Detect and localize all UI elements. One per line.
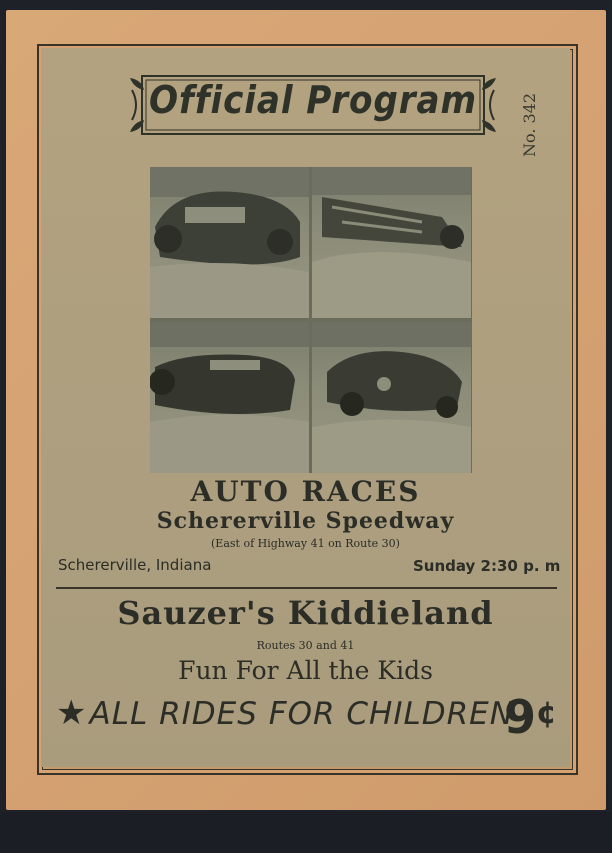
race-car-photo-2 xyxy=(312,167,471,318)
ad-offer-text: ALL RIDES FOR CHILDREN xyxy=(89,696,514,732)
ad-offer xyxy=(56,693,514,733)
event-city: Schererville, Indiana xyxy=(58,556,212,574)
event-time: Sunday 2:30 p. m xyxy=(413,557,561,575)
event-heading: AUTO RACES xyxy=(190,475,421,508)
ad-tagline: Fun For All the Kids xyxy=(178,656,433,685)
serial-number: No. 342 xyxy=(520,92,539,158)
photo-grid xyxy=(150,167,472,473)
venue-directions: (East of Highway 41 on Route 30) xyxy=(211,537,400,550)
program-title: Official Program xyxy=(148,78,478,122)
ad-location: Routes 30 and 41 xyxy=(256,639,355,652)
ad-price-value: 9 xyxy=(504,690,537,744)
venue-name: Schererville Speedway xyxy=(156,508,455,534)
ad-business-name: Sauzer's Kiddieland xyxy=(117,594,494,632)
ad-price xyxy=(504,690,557,744)
race-car-photo-4 xyxy=(312,322,471,473)
star-icon: ★ xyxy=(56,693,88,733)
section-divider xyxy=(56,587,557,589)
title-banner xyxy=(128,70,498,140)
race-car-photo-3 xyxy=(150,322,309,473)
background-edge xyxy=(0,812,612,853)
race-car-photo-1 xyxy=(150,167,309,318)
cent-sign: ¢ xyxy=(536,696,557,731)
